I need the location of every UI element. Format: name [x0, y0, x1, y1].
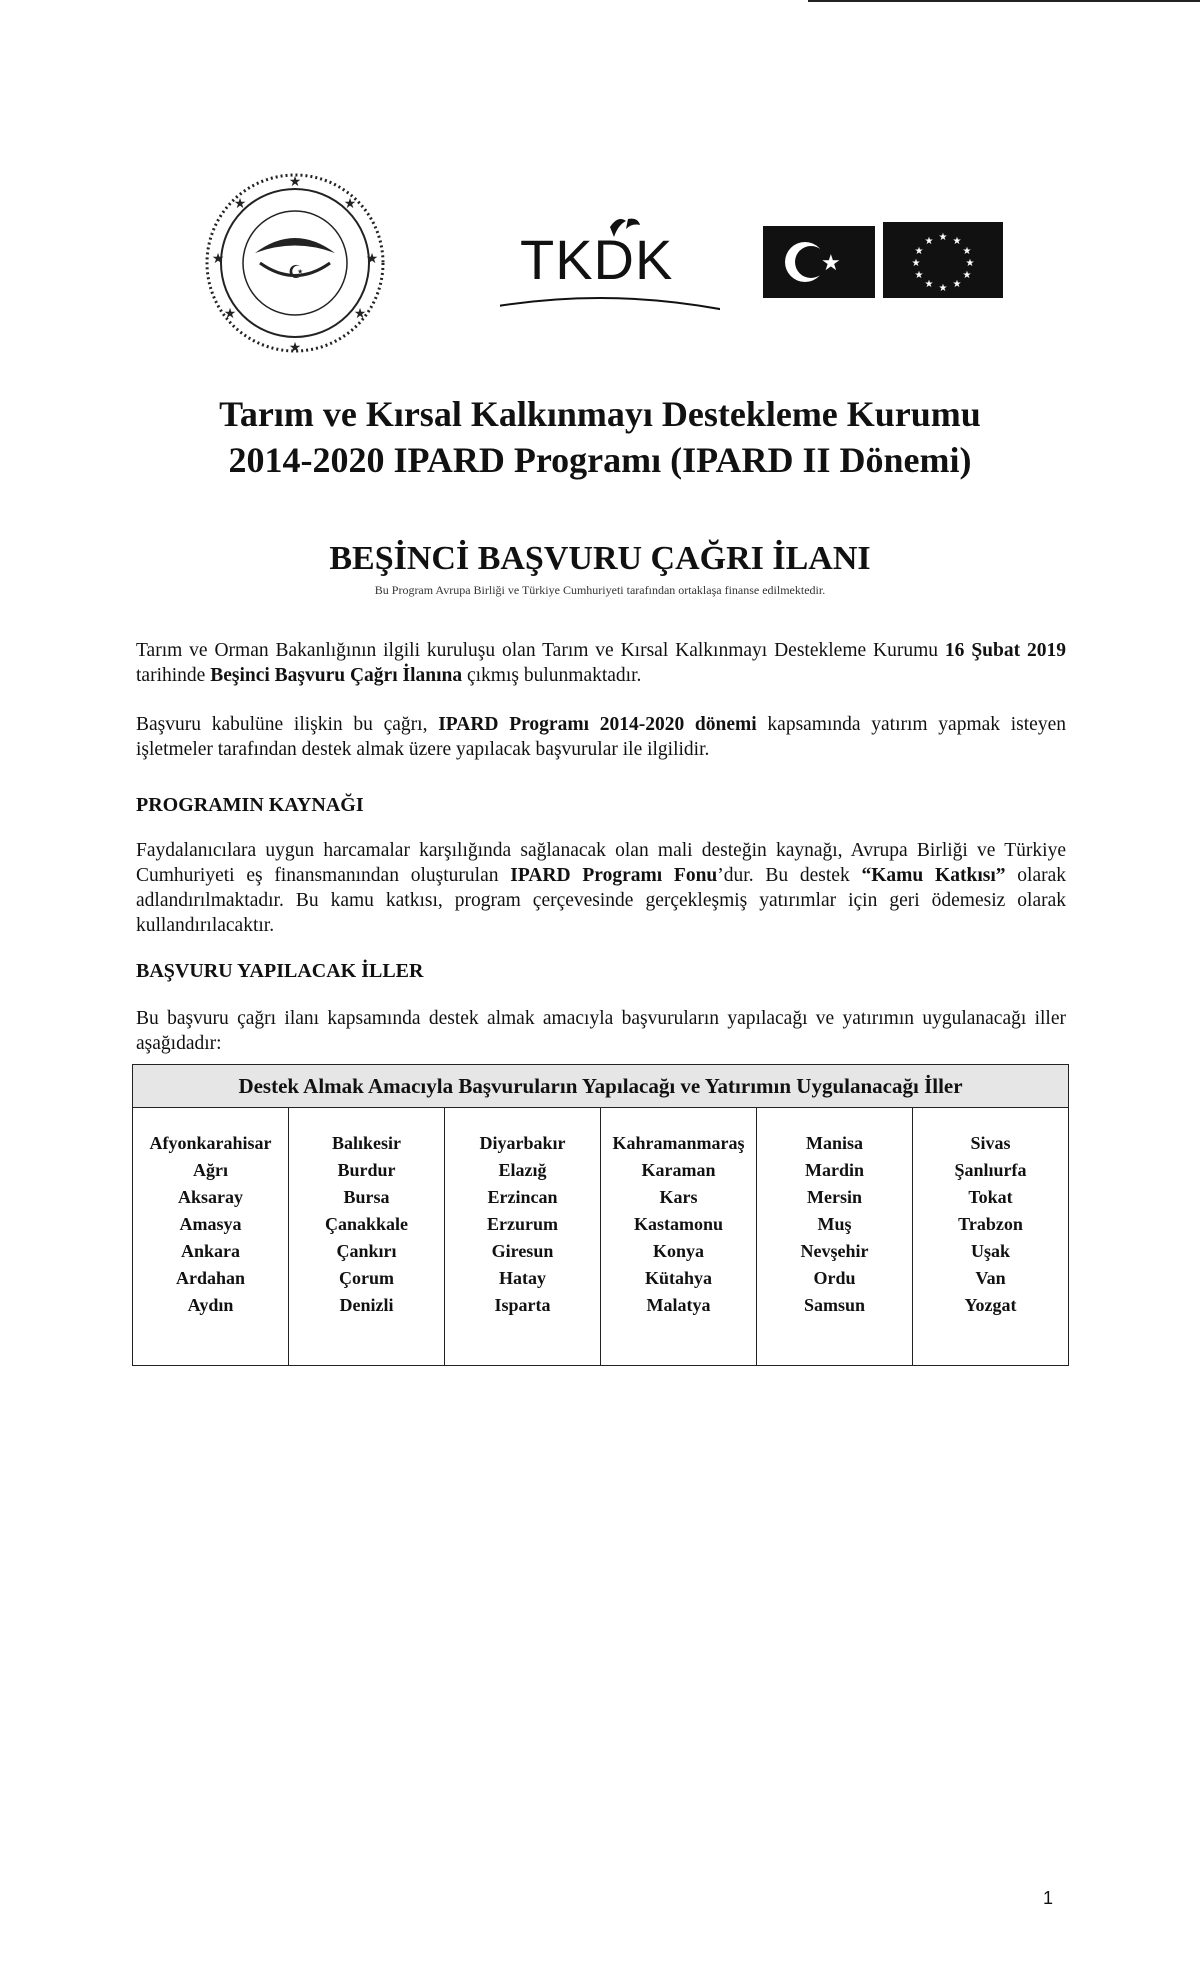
- provinces-table: [132, 1064, 1069, 1366]
- source-paragraph: [136, 838, 1066, 938]
- province-cell: Kars: [659, 1187, 698, 1207]
- provinces-paragraph: Bu başvuru çağrı ilanı kapsamında destek almak amacıyla başvuruların yapılacağı ve yatırımın uygulanacağı iller aşağıdadır:: [136, 1008, 1066, 1054]
- province-cell: Nevşehir: [800, 1241, 869, 1261]
- svg-text:★: ★: [952, 236, 962, 247]
- province-cell: Konya: [652, 1241, 704, 1261]
- section-heading-provinces: BAŞVURU YAPILACAK İLLER: [136, 960, 424, 982]
- province-cell: Yozgat: [964, 1295, 1017, 1315]
- province-column: [133, 1108, 289, 1366]
- province-cell: Mardin: [804, 1160, 864, 1180]
- svg-text:★: ★: [924, 279, 934, 290]
- svg-text:★: ★: [914, 246, 924, 257]
- svg-text:★: ★: [211, 252, 225, 267]
- province-cell: Amasya: [179, 1214, 242, 1234]
- provinces-table-header: Destek Almak Amacıyla Başvuruların Yapılacağı ve Yatırımın Uygulanacağı İller: [133, 1065, 1068, 1108]
- tkdk-logo: [500, 215, 690, 315]
- document-title-line2: 2014-2020 IPARD Programı (IPARD II Dönemi): [228, 440, 972, 480]
- provinces-table-body: [133, 1108, 1068, 1366]
- province-cell: Muş: [817, 1214, 852, 1234]
- svg-text:★: ★: [911, 258, 921, 269]
- intro-p2-program: IPARD Programı 2014-2020 dönemi: [438, 714, 757, 735]
- intro-paragraph-2: [136, 712, 1066, 762]
- province-cell: Afyonkarahisar: [149, 1133, 272, 1153]
- svg-text:★: ★: [288, 175, 302, 190]
- intro-p1-text2: tarihinde: [136, 665, 211, 686]
- province-cell: Kastamonu: [633, 1214, 723, 1234]
- province-cell: Balıkesir: [331, 1133, 401, 1153]
- province-cell: Erzincan: [487, 1187, 558, 1207]
- province-column: [289, 1108, 445, 1366]
- intro-p1-date: 16 Şubat 2019: [944, 640, 1066, 661]
- province-cell: Ağrı: [193, 1160, 228, 1180]
- svg-text:★: ★: [343, 197, 357, 212]
- svg-text:★: ★: [962, 270, 972, 281]
- svg-text:★: ★: [938, 232, 948, 243]
- turkish-flag-icon: [763, 226, 875, 298]
- svg-text:★: ★: [365, 252, 379, 267]
- intro-p1-text3: çıkmış bulunmaktadır.: [462, 665, 642, 686]
- province-cell: Erzurum: [487, 1214, 558, 1234]
- svg-text:★: ★: [965, 258, 975, 269]
- province-cell: Van: [975, 1268, 1006, 1288]
- svg-text:☪: ☪: [288, 262, 305, 282]
- announcement-heading: BEŞİNCİ BAŞVURU ÇAĞRI İLANI: [329, 540, 871, 577]
- province-column: [757, 1108, 913, 1366]
- svg-text:★: ★: [952, 279, 962, 290]
- province-column: [445, 1108, 601, 1366]
- province-cell: Isparta: [494, 1295, 551, 1315]
- svg-text:★: ★: [914, 270, 924, 281]
- source-text: Faydalanıcılara uygun harcamalar karşılığında sağlanacak olan mali desteğin kaynağı, Avrupa Birliği ve Türkiye Cumhuriyeti eş finansmanından oluşturulan: [136, 840, 1066, 886]
- tkdk-logo-text: TKDK: [520, 228, 674, 291]
- svg-text:★: ★: [821, 250, 841, 275]
- province-cell: Çankırı: [336, 1241, 397, 1261]
- province-cell: Hatay: [499, 1268, 546, 1288]
- province-cell: Diyarbakır: [479, 1133, 566, 1153]
- svg-text:★: ★: [938, 283, 948, 294]
- source-fund: IPARD Programı Fonu: [510, 865, 718, 886]
- document-title-line1: Tarım ve Kırsal Kalkınmayı Destekleme Kurumu: [219, 394, 981, 434]
- page-number: 1: [1043, 1888, 1054, 1908]
- province-cell: Tokat: [968, 1187, 1013, 1207]
- province-cell: Çanakkale: [324, 1214, 409, 1234]
- province-cell: Ardahan: [175, 1268, 246, 1288]
- province-cell: Aksaray: [177, 1187, 243, 1207]
- province-cell: Şanlıurfa: [954, 1160, 1027, 1180]
- flags: [763, 222, 1003, 300]
- source-text3: olarak adlandırılmaktadır. Bu kamu katkısı, program çerçevesinde gerçekleşmiş yatırımlar için geri ödemesiz olarak kullandırılacaktır.: [136, 865, 1067, 936]
- province-cell: Mersin: [807, 1187, 862, 1207]
- province-column: [601, 1108, 757, 1366]
- province-cell: Ordu: [813, 1268, 856, 1288]
- province-cell: Trabzon: [958, 1214, 1023, 1234]
- province-cell: Giresun: [491, 1241, 554, 1261]
- intro-p1-text: Tarım ve Orman Bakanlığının ilgili kuruluşu olan Tarım ve Kırsal Kalkınmayı Destekleme Kurumu: [136, 640, 945, 661]
- intro-p1-call: Beşinci Başvuru Çağrı İlanına: [210, 665, 463, 686]
- province-cell: Çorum: [339, 1268, 394, 1288]
- province-cell: Manisa: [805, 1133, 863, 1153]
- svg-text:★: ★: [924, 236, 934, 247]
- province-cell: Malatya: [646, 1295, 711, 1315]
- intro-p2-text: Başvuru kabulüne ilişkin bu çağrı,: [136, 714, 439, 735]
- province-cell: Denizli: [339, 1295, 394, 1315]
- province-cell: Burdur: [337, 1160, 396, 1180]
- intro-paragraph-1: [136, 638, 1066, 688]
- source-text2: ’dur. Bu destek: [717, 865, 862, 886]
- province-cell: Kütahya: [644, 1268, 713, 1288]
- province-cell: Ankara: [180, 1241, 240, 1261]
- svg-text:★: ★: [962, 246, 972, 257]
- province-cell: Kahramanmaraş: [612, 1133, 745, 1153]
- province-cell: Aydın: [187, 1295, 234, 1315]
- province-cell: Samsun: [803, 1295, 866, 1315]
- province-column: [913, 1108, 1068, 1366]
- source-public-contribution: “Kamu Katkısı”: [861, 865, 1006, 886]
- svg-text:★: ★: [288, 341, 302, 356]
- province-cell: Uşak: [970, 1241, 1010, 1261]
- province-cell: Karaman: [641, 1160, 716, 1180]
- svg-text:★: ★: [233, 197, 247, 212]
- funding-note: Bu Program Avrupa Birliği ve Türkiye Cumhuriyeti tarafından ortaklaşa finanse edilmektedir.: [374, 583, 826, 597]
- eu-flag-icon: [883, 222, 1003, 298]
- svg-text:★: ★: [353, 307, 367, 322]
- province-cell: Elazığ: [498, 1160, 547, 1180]
- svg-text:★: ★: [223, 307, 237, 322]
- section-heading-source: PROGRAMIN KAYNAĞI: [136, 794, 364, 816]
- province-cell: Bursa: [343, 1187, 390, 1207]
- ministry-seal-logo: [200, 168, 390, 358]
- province-cell: Sivas: [970, 1133, 1011, 1153]
- top-rule: [808, 0, 1200, 2]
- intro-p2-text2: kapsamında yatırım yapmak isteyen işletmeler tarafından destek almak üzere yapılacak başvurular ile ilgilidir.: [136, 714, 1066, 760]
